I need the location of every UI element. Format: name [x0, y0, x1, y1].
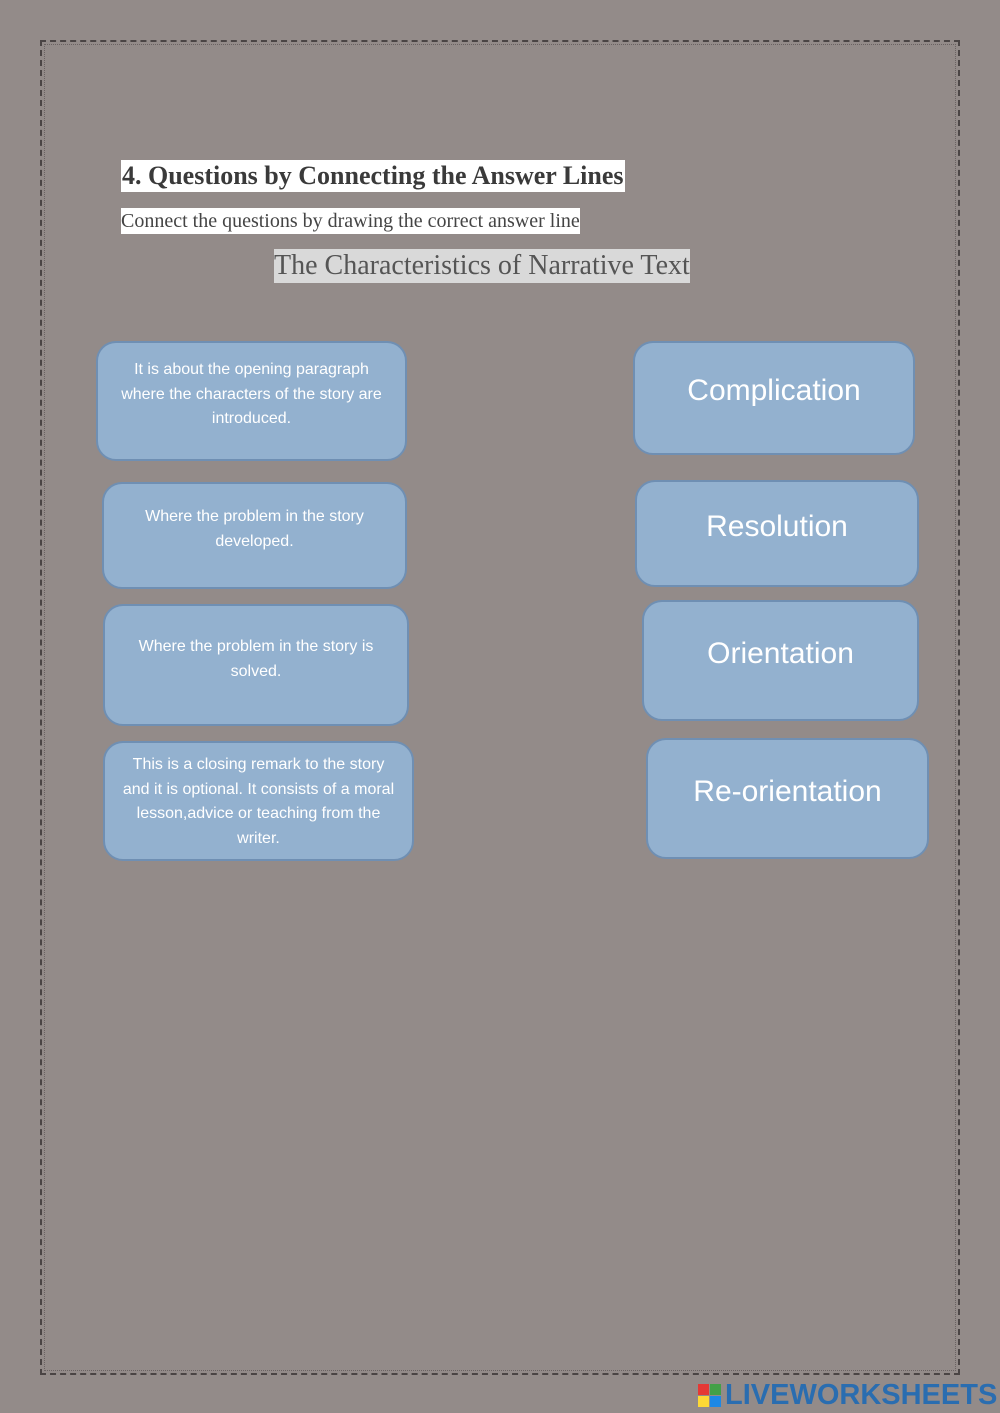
question-card-3[interactable]	[103, 604, 409, 726]
answer-card-re-orientation[interactable]	[646, 738, 929, 859]
logo-tile	[698, 1384, 709, 1395]
logo-tile	[710, 1396, 721, 1407]
logo-tiles-icon	[698, 1384, 721, 1407]
answer-label: Complication	[687, 374, 861, 407]
answer-card-complication[interactable]	[633, 341, 915, 455]
answer-label: Orientation	[707, 637, 854, 670]
logo-tile	[710, 1384, 721, 1395]
worksheet-subtitle: The Characteristics of Narrative Text	[274, 250, 690, 281]
liveworksheets-logo	[698, 1380, 997, 1410]
question-text: It is about the opening paragraph where the characters of the story are introduced.	[121, 361, 382, 427]
answer-label: Re-orientation	[693, 775, 882, 808]
question-text: Where the problem in the story is solved.	[138, 638, 374, 680]
logo-text: LIVEWORKSHEETS	[725, 1379, 998, 1411]
answer-card-orientation[interactable]	[642, 600, 919, 721]
answer-label: Resolution	[706, 510, 848, 543]
question-card-1[interactable]	[96, 341, 407, 461]
question-text: Where the problem in the story developed.	[145, 508, 364, 550]
answer-card-resolution[interactable]	[635, 480, 919, 587]
question-card-2[interactable]	[102, 482, 407, 589]
question-text: This is a closing remark to the story and it is optional. It consists of a moral lesson,advice or teaching from the writer.	[122, 756, 395, 847]
logo-tile	[698, 1396, 709, 1407]
worksheet-heading: 4. Questions by Connecting the Answer Lines	[122, 161, 624, 190]
question-card-4[interactable]	[103, 741, 414, 861]
worksheet-instruction: Connect the questions by drawing the correct answer line	[121, 210, 580, 232]
